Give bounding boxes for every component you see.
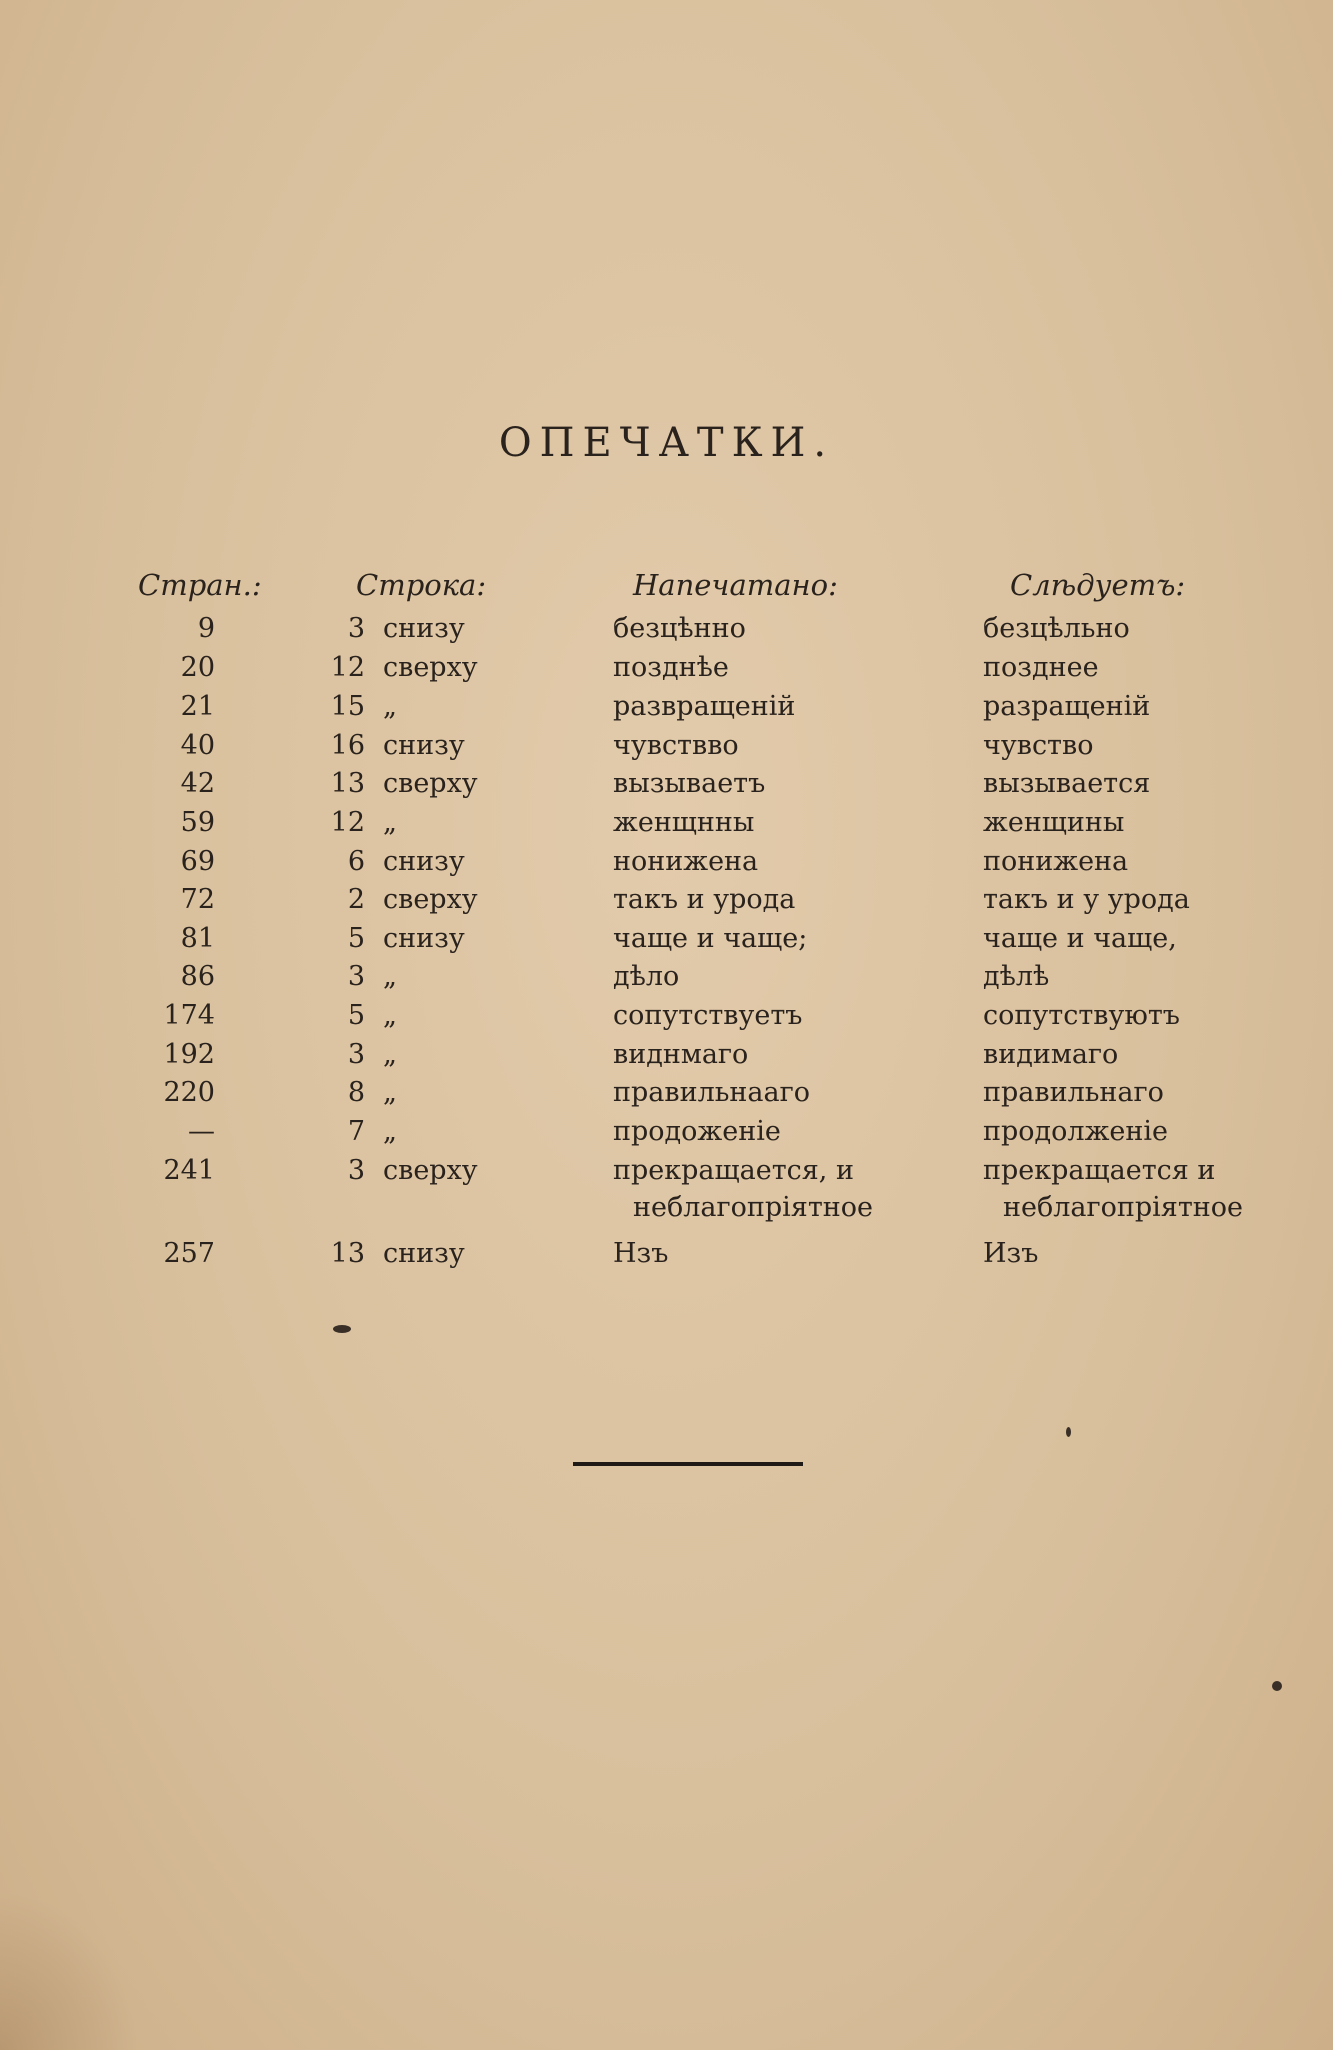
table-row (0, 688, 1333, 726)
correct-text-cell: чувство (983, 730, 1094, 761)
page-title: ОПЕЧАТКИ. (498, 420, 835, 466)
ink-speck (333, 1325, 351, 1333)
correct-text-cell: сопутствуютъ (983, 1000, 1180, 1031)
table-row (0, 881, 1333, 919)
line-position-cell: сверху (383, 884, 478, 915)
line-position-cell: снизу (383, 730, 465, 761)
page-number-cell: — (188, 1116, 215, 1147)
correct-text-cell: продолженіе (983, 1116, 1168, 1147)
page-number-cell: 241 (163, 1155, 215, 1186)
correct-text-cell: видимаго (983, 1039, 1119, 1070)
line-number-cell: 3 (347, 613, 365, 644)
line-position-cell: сверху (383, 768, 478, 799)
printed-continuation: неблагопріятное (633, 1192, 873, 1223)
page-number-cell: 192 (163, 1039, 215, 1070)
page-number-cell: 20 (180, 652, 215, 683)
printed-text-cell: безцѣнно (613, 613, 746, 644)
printed-text-cell: позднѣе (613, 652, 729, 683)
table-row (0, 727, 1333, 765)
printed-text-cell: развращеній (613, 691, 796, 722)
line-number-cell: 5 (347, 1000, 365, 1031)
printed-text-cell: женщнны (613, 807, 755, 838)
header-printed: Напечатано: (633, 568, 838, 602)
line-position-cell: „ (383, 1077, 397, 1108)
correct-text-cell: женщины (983, 807, 1125, 838)
page-number-cell: 257 (163, 1238, 215, 1269)
table-row (0, 765, 1333, 803)
table-row (0, 1113, 1333, 1151)
line-position-cell: „ (383, 1039, 397, 1070)
table-row (0, 843, 1333, 881)
line-number-cell: 15 (330, 691, 365, 722)
correct-continuation: неблагопріятное (1003, 1192, 1243, 1223)
printed-text-cell: такъ и урода (613, 884, 796, 915)
line-number-cell: 6 (347, 846, 365, 877)
correct-text-cell: безцѣльно (983, 613, 1130, 644)
line-number-cell: 16 (330, 730, 365, 761)
printed-text-cell: виднмаго (613, 1039, 749, 1070)
line-number-cell: 7 (347, 1116, 365, 1147)
table-row (0, 958, 1333, 996)
correct-text-cell: чаще и чаще, (983, 923, 1177, 954)
line-position-cell: „ (383, 1000, 397, 1031)
printed-text-cell: нонижена (613, 846, 759, 877)
line-position-cell: снизу (383, 923, 465, 954)
page-number-cell: 40 (180, 730, 215, 761)
printed-text-cell: чувствво (613, 730, 739, 761)
line-position-cell: „ (383, 961, 397, 992)
line-position-cell: снизу (383, 846, 465, 877)
correct-text-cell: прекращается и (983, 1155, 1216, 1186)
line-number-cell: 2 (347, 884, 365, 915)
line-number-cell: 5 (347, 923, 365, 954)
correct-text-cell: позднее (983, 652, 1099, 683)
printed-text-cell: вызываетъ (613, 768, 766, 799)
printed-text-cell: правильнааго (613, 1077, 811, 1108)
line-number-cell: 3 (347, 961, 365, 992)
printed-text-cell: Нзъ (613, 1238, 669, 1269)
line-position-cell: снизу (383, 613, 465, 644)
correct-text-cell: Изъ (983, 1238, 1039, 1269)
line-number-cell: 12 (330, 652, 365, 683)
line-position-cell: „ (383, 807, 397, 838)
line-number-cell: 12 (330, 807, 365, 838)
page-number-cell: 69 (180, 846, 215, 877)
correct-text-cell: понижена (983, 846, 1129, 877)
page-number-cell: 72 (180, 884, 215, 915)
page-number-cell: 59 (180, 807, 215, 838)
printed-text-cell: сопутствуетъ (613, 1000, 803, 1031)
correct-text-cell: такъ и у урода (983, 884, 1190, 915)
line-position-cell: сверху (383, 1155, 478, 1186)
line-position-cell: снизу (383, 1238, 465, 1269)
table-row (0, 1036, 1333, 1074)
line-number-cell: 13 (330, 768, 365, 799)
table-row (0, 1152, 1333, 1190)
table-row (0, 1235, 1333, 1273)
printed-text-cell: продоженіе (613, 1116, 781, 1147)
page-number-cell: 81 (180, 923, 215, 954)
printed-text-cell: чаще и чаще; (613, 923, 808, 954)
table-row (0, 610, 1333, 648)
table-row (0, 997, 1333, 1035)
line-number-cell: 13 (330, 1238, 365, 1269)
paper-stain (0, 1890, 140, 2050)
page-number-cell: 21 (180, 691, 215, 722)
printed-text-cell: дѣло (613, 961, 680, 992)
line-number-cell: 3 (347, 1155, 365, 1186)
divider-rule (573, 1462, 803, 1466)
table-row (0, 804, 1333, 842)
correct-text-cell: правильнаго (983, 1077, 1164, 1108)
page-number-cell: 86 (180, 961, 215, 992)
page-number-cell: 220 (163, 1077, 215, 1108)
correct-text-cell: дѣлѣ (983, 961, 1050, 992)
line-number-cell: 8 (347, 1077, 365, 1108)
page-number-cell: 9 (197, 613, 215, 644)
line-number-cell: 3 (347, 1039, 365, 1070)
line-position-cell: сверху (383, 652, 478, 683)
header-page: Стран.: (138, 568, 262, 602)
table-row (0, 920, 1333, 958)
ink-speck (1066, 1427, 1071, 1437)
table-row (0, 1074, 1333, 1112)
correct-text-cell: разращеній (983, 691, 1151, 722)
ink-speck (1272, 1681, 1282, 1691)
table-row (0, 649, 1333, 687)
header-correct: Слѣдуетъ: (1010, 568, 1186, 602)
page-number-cell: 174 (163, 1000, 215, 1031)
line-position-cell: „ (383, 691, 397, 722)
page-number-cell: 42 (180, 768, 215, 799)
header-line: Строка: (356, 568, 487, 602)
line-position-cell: „ (383, 1116, 397, 1147)
correct-text-cell: вызывается (983, 768, 1151, 799)
printed-text-cell: прекращается, и (613, 1155, 854, 1186)
